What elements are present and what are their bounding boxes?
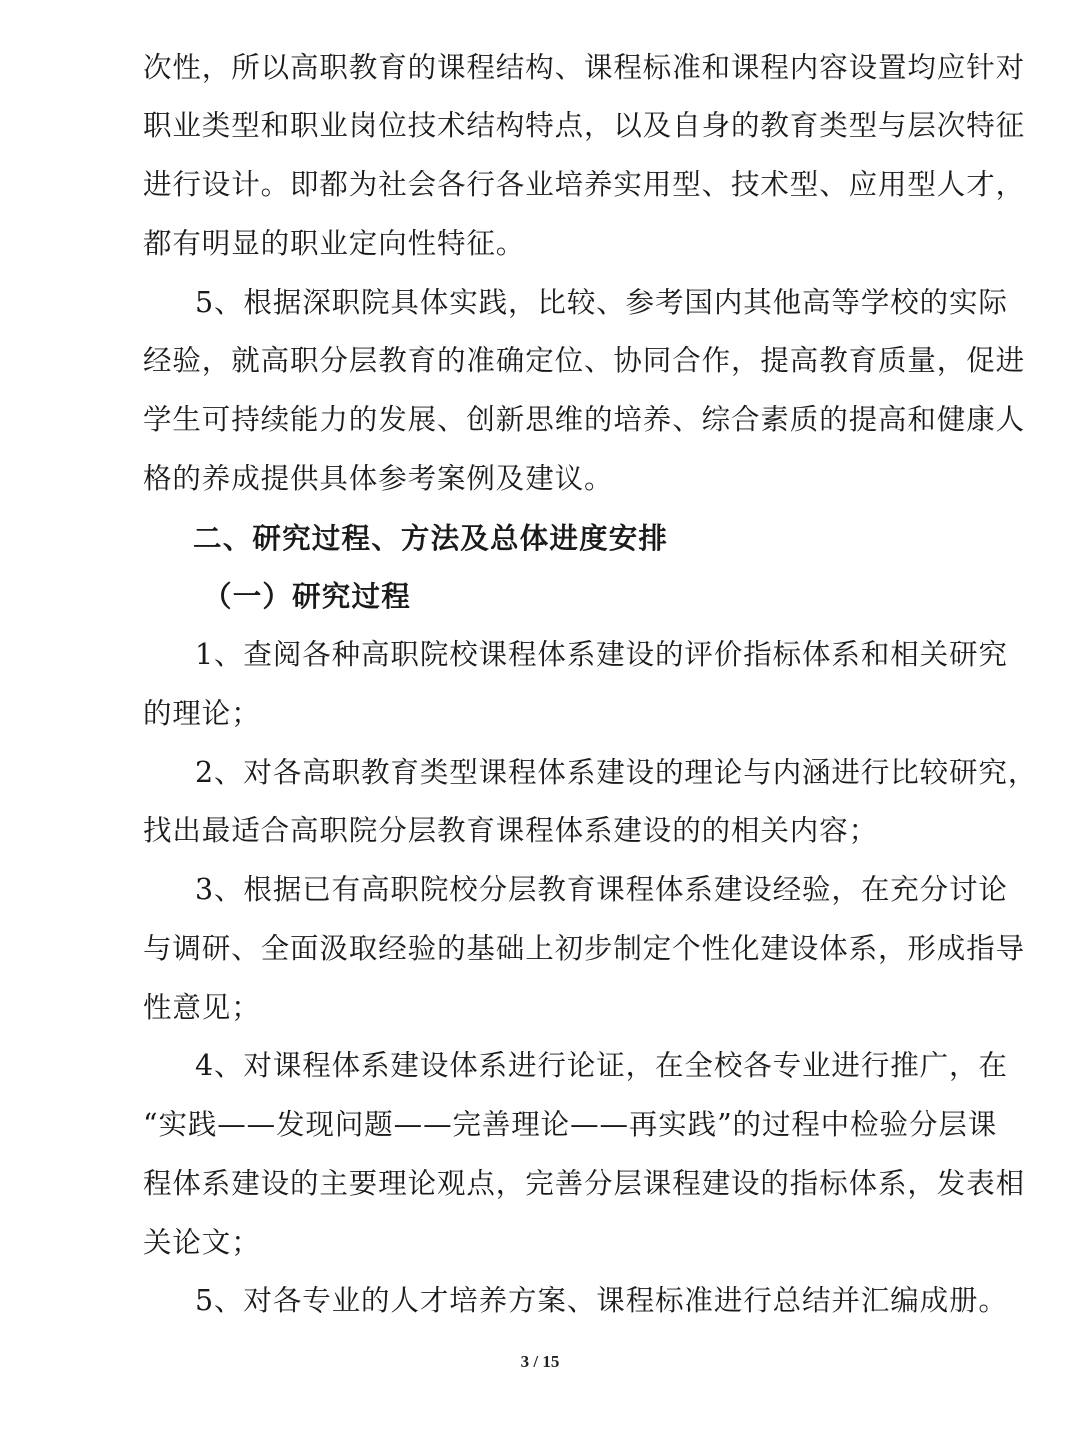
paragraph-line: 进行设计。即都为社会各行各业培养实用型、技术型、应用型人才， xyxy=(143,168,1026,201)
paragraph-line: 学生可持续能力的发展、创新思维的培养、综合素质的提高和健康人 xyxy=(143,403,1026,436)
paragraph-line: 职业类型和职业岗位技术结构特点，以及自身的教育类型与层次特征 xyxy=(143,109,1026,142)
paragraph-line: 次性，所以高职教育的课程结构、课程标准和课程内容设置均应针对 xyxy=(143,51,1026,84)
paragraph-line: 都有明显的职业定向性特征。 xyxy=(143,227,526,260)
paragraph-line: “实践——发现问题——完善理论——再实践”的过程中检验分层课 xyxy=(143,1108,998,1141)
paragraph-line: 的理论； xyxy=(143,697,261,730)
page-number: 3 / 15 xyxy=(520,1352,560,1371)
paragraph-line: 4、对课程体系建设体系进行论证，在全校各专业进行推广，在 xyxy=(195,1049,1008,1082)
paragraph-line: 经验，就高职分层教育的准确定位、协同合作，提高教育质量，促进 xyxy=(143,344,1026,377)
paragraph-line: 5、对各专业的人才培养方案、课程标准进行总结并汇编成册。 xyxy=(195,1284,1008,1317)
paragraph-line: 程体系建设的主要理论观点，完善分层课程建设的指标体系，发表相 xyxy=(143,1167,1026,1200)
paragraph-line: 关论文； xyxy=(143,1226,261,1259)
subsection-heading: （一）研究过程 xyxy=(203,579,411,613)
paragraph-line: 5、根据深职院具体实践，比较、参考国内其他高等学校的实际 xyxy=(195,286,1008,319)
section-heading: 二、研究过程、方法及总体进度安排 xyxy=(193,521,669,555)
paragraph-line: 性意见； xyxy=(143,991,261,1024)
paragraph-line: 与调研、全面汲取经验的基础上初步制定个性化建设体系，形成指导 xyxy=(143,932,1026,965)
paragraph-line: 2、对各高职教育类型课程体系建设的理论与内涵进行比较研究， xyxy=(195,756,1038,789)
paragraph-line: 3、根据已有高职院校分层教育课程体系建设经验，在充分讨论 xyxy=(195,873,1008,906)
paragraph-line: 1、查阅各种高职院校课程体系建设的评价指标体系和相关研究 xyxy=(195,638,1008,671)
paragraph-line: 格的养成提供具体参考案例及建议。 xyxy=(143,462,614,495)
paragraph-line: 找出最适合高职院分层教育课程体系建设的的相关内容； xyxy=(143,814,879,847)
